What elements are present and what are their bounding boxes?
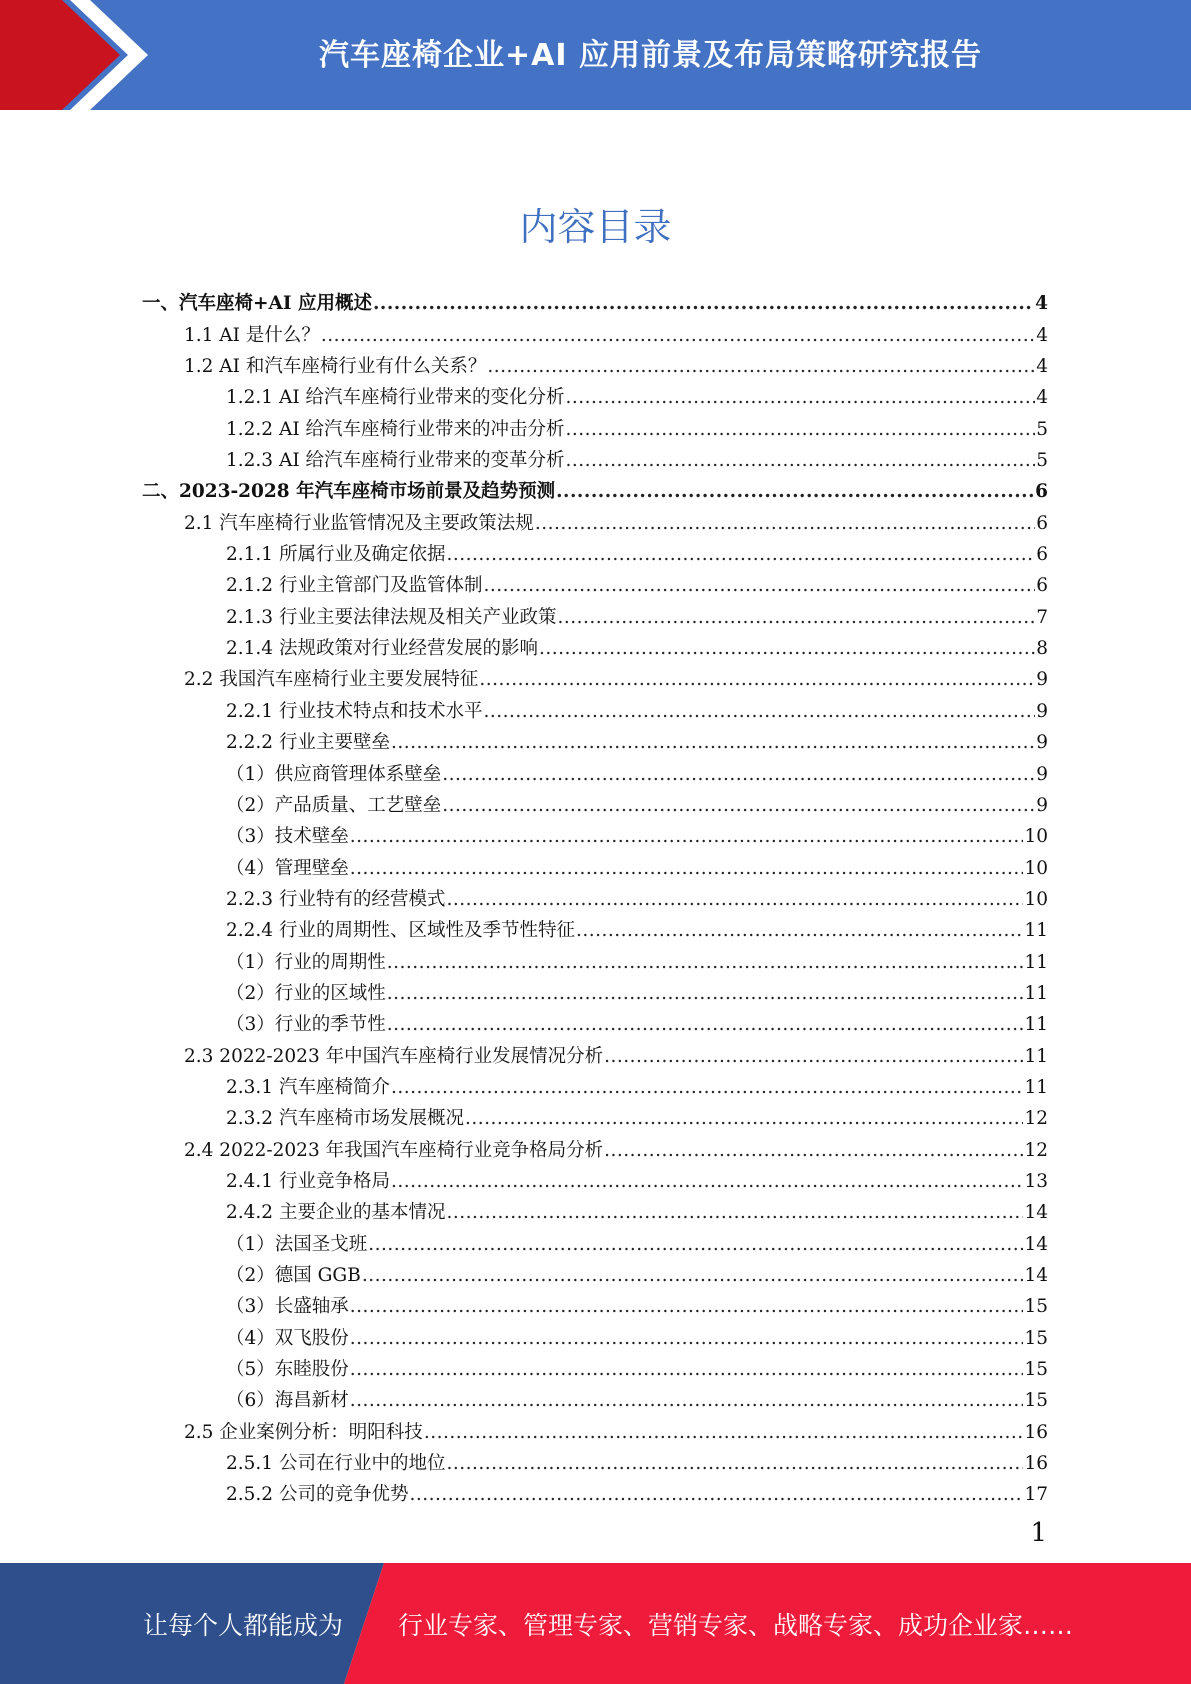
toc-entry[interactable]	[142, 598, 1048, 629]
toc-entry[interactable]	[142, 348, 1048, 379]
toc-entry[interactable]	[142, 943, 1048, 974]
toc-leader-dots	[446, 1201, 1023, 1225]
toc-leader-dots	[387, 982, 1024, 1006]
toc-entry[interactable]	[142, 787, 1048, 818]
toc-entry-page: 11	[1024, 1045, 1048, 1067]
toc-entry-page: 13	[1024, 1170, 1048, 1192]
toc-leader-dots	[566, 449, 1036, 473]
toc-entry[interactable]	[142, 1288, 1048, 1319]
toc-leader-dots	[566, 418, 1036, 442]
toc-entry[interactable]	[142, 1037, 1048, 1068]
toc-entry-page: 15	[1024, 1390, 1048, 1412]
toc-entry-page: 14	[1024, 1265, 1048, 1286]
toc-entry[interactable]	[142, 818, 1048, 849]
toc-entry-page: 16	[1024, 1421, 1048, 1443]
toc-entry[interactable]	[142, 1413, 1048, 1444]
toc-entry-page: 11	[1024, 982, 1048, 1004]
toc-entry-label: （6）海昌新材	[226, 1390, 349, 1412]
toc-entry-label: 2.4.2 主要企业的基本情况	[226, 1202, 446, 1224]
toc-entry[interactable]	[142, 473, 1048, 504]
toc-entry-label: 2.1 汽车座椅行业监管情况及主要政策法规	[184, 512, 534, 534]
toc-leader-dots	[350, 1389, 1024, 1413]
toc-entry-label: 2.2.4 行业的周期性、区域性及季节性特征	[226, 920, 575, 942]
toc-leader-dots	[576, 919, 1023, 943]
toc-entry-page: 4	[1036, 324, 1048, 346]
toc-entry-page: 6	[1036, 575, 1048, 597]
toc-entry-label: 1.2 AI 和汽车座椅行业有什么关系？	[184, 356, 487, 378]
toc-entry-label: 2.2.1 行业技术特点和技术水平	[226, 700, 483, 722]
toc-entry-label: 2.5.1 公司在行业中的地位	[226, 1453, 446, 1475]
toc-leader-dots	[535, 512, 1035, 536]
toc-leader-dots	[350, 1327, 1024, 1351]
toc-entry-page: 17	[1024, 1484, 1048, 1506]
toc-entry-page: 6	[1036, 544, 1048, 566]
toc-entry[interactable]	[142, 1100, 1048, 1131]
toc-entry[interactable]	[142, 630, 1048, 661]
toc-entry[interactable]	[142, 1163, 1048, 1194]
toc-entry-label: 2.1.1 所属行业及确定依据	[226, 544, 446, 566]
toc-entry-page: 9	[1036, 700, 1048, 722]
toc-entry-label: 2.4.1 行业竞争格局	[226, 1170, 390, 1192]
toc-entry[interactable]	[142, 379, 1048, 410]
toc-entry[interactable]	[142, 1225, 1048, 1256]
toc-leader-dots	[487, 355, 1035, 379]
toc-entry-label: （1）行业的周期性	[226, 951, 386, 973]
toc-entry-label: （3）行业的季节性	[226, 1014, 386, 1036]
toc-entry-label: （2）产品质量、工艺壁垒	[226, 794, 442, 816]
toc-entry-page: 14	[1024, 1233, 1048, 1255]
footer-slogan-left: 让每个人都能成为	[143, 1611, 344, 1640]
toc-entry[interactable]	[142, 410, 1048, 441]
toc-entry-label: （3）技术壁垒	[226, 826, 349, 848]
toc-entry-page: 4	[1036, 387, 1048, 409]
toc-entry-page: 4	[1035, 293, 1048, 315]
toc-entry-label: 2.5.2 公司的竞争优势	[226, 1484, 409, 1506]
toc-leader-dots	[391, 1170, 1023, 1194]
toc-entry-page: 14	[1024, 1202, 1048, 1224]
toc-entry-label: 二、2023-2028 年汽车座椅市场前景及趋势预测	[142, 481, 556, 503]
toc-leader-dots	[483, 574, 1035, 598]
toc-entry-page: 15	[1024, 1359, 1048, 1381]
toc-leader-dots	[465, 1107, 1023, 1131]
toc-entry[interactable]	[142, 1069, 1048, 1100]
toc-entry[interactable]	[142, 1445, 1048, 1476]
toc-entry-label: （5）东睦股份	[226, 1359, 349, 1381]
toc-entry-page: 11	[1024, 920, 1048, 942]
toc-entry-page: 6	[1035, 481, 1048, 503]
toc-entry-page: 9	[1036, 794, 1048, 816]
toc-entry-label: 2.2 我国汽车座椅行业主要发展特征	[184, 669, 479, 691]
toc-entry-label: （4）管理壁垒	[226, 857, 349, 879]
toc-leader-dots	[350, 1295, 1024, 1319]
toc-entry-page: 11	[1024, 1014, 1048, 1036]
toc-leader-dots	[442, 763, 1035, 787]
toc-entry-label: 2.3 2022-2023 年中国汽车座椅行业发展情况分析	[184, 1045, 604, 1067]
toc-entry[interactable]	[142, 1351, 1048, 1382]
toc-entry-page: 16	[1024, 1453, 1048, 1475]
toc-leader-dots	[566, 386, 1036, 410]
toc-leader-dots	[539, 637, 1035, 661]
toc-entry-page: 12	[1024, 1108, 1048, 1130]
toc-leader-dots	[350, 857, 1024, 881]
toc-entry[interactable]	[142, 536, 1048, 567]
toc-leader-dots	[350, 825, 1024, 849]
toc-entry-label: 2.3.2 汽车座椅市场发展概况	[226, 1108, 464, 1130]
toc-leader-dots	[387, 951, 1024, 975]
toc-entry-label: 2.1.3 行业主要法律法规及相关产业政策	[226, 606, 557, 628]
table-of-contents	[142, 285, 1048, 1507]
toc-entry-label: （1）供应商管理体系壁垒	[226, 763, 442, 785]
toc-entry-label: 2.1.2 行业主管部门及监管体制	[226, 575, 483, 597]
toc-entry-label: 2.3.1 汽车座椅简介	[226, 1076, 390, 1098]
toc-entry[interactable]	[142, 504, 1048, 535]
report-title: 汽车座椅企业+AI 应用前景及布局策略研究报告	[319, 38, 982, 73]
toc-entry-label: 1.2.1 AI 给汽车座椅行业带来的变化分析	[226, 387, 565, 409]
toc-entry-page: 8	[1036, 638, 1048, 660]
toc-leader-dots	[387, 1013, 1024, 1037]
toc-entry-label: （4）双飞股份	[226, 1327, 349, 1349]
toc-entry-page: 4	[1036, 356, 1048, 378]
toc-leader-dots	[557, 606, 1035, 630]
toc-leader-dots	[483, 700, 1035, 724]
toc-entry-page: 7	[1036, 606, 1048, 628]
toc-entry[interactable]	[142, 724, 1048, 755]
toc-leader-dots	[479, 668, 1035, 692]
toc-entry-label: 2.4 2022-2023 年我国汽车座椅行业竞争格局分析	[184, 1139, 604, 1161]
toc-leader-dots	[391, 731, 1035, 755]
toc-entry[interactable]	[142, 1319, 1048, 1350]
toc-entry-page: 10	[1024, 857, 1048, 879]
toc-leader-dots	[424, 1421, 1024, 1445]
footer-slogan-right: 行业专家、管理专家、营销专家、战略专家、成功企业家……	[398, 1611, 1074, 1640]
toc-entry[interactable]	[142, 692, 1048, 723]
toc-leader-dots	[442, 794, 1035, 818]
toc-entry-label: （2）德国 GGB	[226, 1265, 361, 1286]
toc-leader-dots	[368, 1233, 1023, 1257]
toc-leader-dots	[604, 1139, 1023, 1163]
toc-entry-page: 9	[1036, 669, 1048, 691]
toc-entry-label: （1）法国圣戈班	[226, 1233, 368, 1255]
toc-entry-label: （2）行业的区域性	[226, 982, 386, 1004]
toc-leader-dots	[362, 1264, 1024, 1288]
toc-entry-label: （3）长盛轴承	[226, 1296, 349, 1318]
toc-leader-dots	[446, 1452, 1023, 1476]
toc-leader-dots	[604, 1045, 1023, 1069]
toc-entry-page: 10	[1024, 826, 1048, 848]
toc-entry-page: 12	[1024, 1139, 1048, 1161]
page-number: 1	[1030, 1518, 1047, 1548]
toc-entry-page: 11	[1024, 1076, 1048, 1098]
toc-entry-label: 1.2.3 AI 给汽车座椅行业带来的变革分析	[226, 450, 565, 472]
toc-entry-page: 15	[1024, 1296, 1048, 1318]
toc-leader-dots	[409, 1483, 1023, 1507]
toc-entry[interactable]	[142, 912, 1048, 943]
toc-entry[interactable]	[142, 1257, 1048, 1288]
toc-entry[interactable]	[142, 316, 1048, 347]
toc-leader-dots	[321, 324, 1035, 348]
toc-entry-page: 11	[1024, 951, 1048, 973]
toc-entry-page: 15	[1024, 1327, 1048, 1349]
toc-entry[interactable]	[142, 1194, 1048, 1225]
toc-entry[interactable]	[142, 849, 1048, 880]
toc-entry-page: 5	[1036, 450, 1048, 472]
toc-leader-dots	[446, 888, 1023, 912]
toc-entry[interactable]	[142, 661, 1048, 692]
toc-leader-dots	[373, 292, 1034, 316]
toc-entry-page: 9	[1036, 732, 1048, 754]
toc-entry-label: 1.1 AI 是什么？	[184, 324, 320, 346]
toc-entry[interactable]	[142, 285, 1048, 316]
toc-leader-dots	[446, 543, 1035, 567]
toc-entry-label: 2.2.2 行业主要壁垒	[226, 732, 390, 754]
toc-entry-label: 一、汽车座椅+AI 应用概述	[142, 293, 372, 315]
toc-entry[interactable]	[142, 1476, 1048, 1507]
toc-entry[interactable]	[142, 442, 1048, 473]
toc-leader-dots	[391, 1076, 1023, 1100]
toc-entry-page: 6	[1036, 512, 1048, 534]
toc-entry[interactable]	[142, 975, 1048, 1006]
toc-leader-dots	[350, 1358, 1024, 1382]
toc-entry-page: 5	[1036, 418, 1048, 440]
toc-entry-page: 10	[1024, 888, 1048, 910]
toc-leader-dots	[556, 480, 1034, 504]
toc-entry[interactable]	[142, 1006, 1048, 1037]
toc-heading: 内容目录	[519, 205, 672, 249]
toc-entry[interactable]	[142, 1382, 1048, 1413]
toc-entry-page: 9	[1036, 763, 1048, 785]
toc-entry-label: 1.2.2 AI 给汽车座椅行业带来的冲击分析	[226, 418, 565, 440]
toc-entry[interactable]	[142, 1131, 1048, 1162]
header-chevron-icon	[0, 0, 160, 110]
toc-entry-label: 2.5 企业案例分析：明阳科技	[184, 1421, 423, 1443]
toc-entry[interactable]	[142, 567, 1048, 598]
toc-entry-label: 2.2.3 行业特有的经营模式	[226, 888, 446, 910]
footer-banner	[0, 1563, 1191, 1684]
toc-entry-label: 2.1.4 法规政策对行业经营发展的影响	[226, 638, 538, 660]
header-banner	[0, 0, 1191, 110]
toc-entry[interactable]	[142, 881, 1048, 912]
toc-entry[interactable]	[142, 755, 1048, 786]
